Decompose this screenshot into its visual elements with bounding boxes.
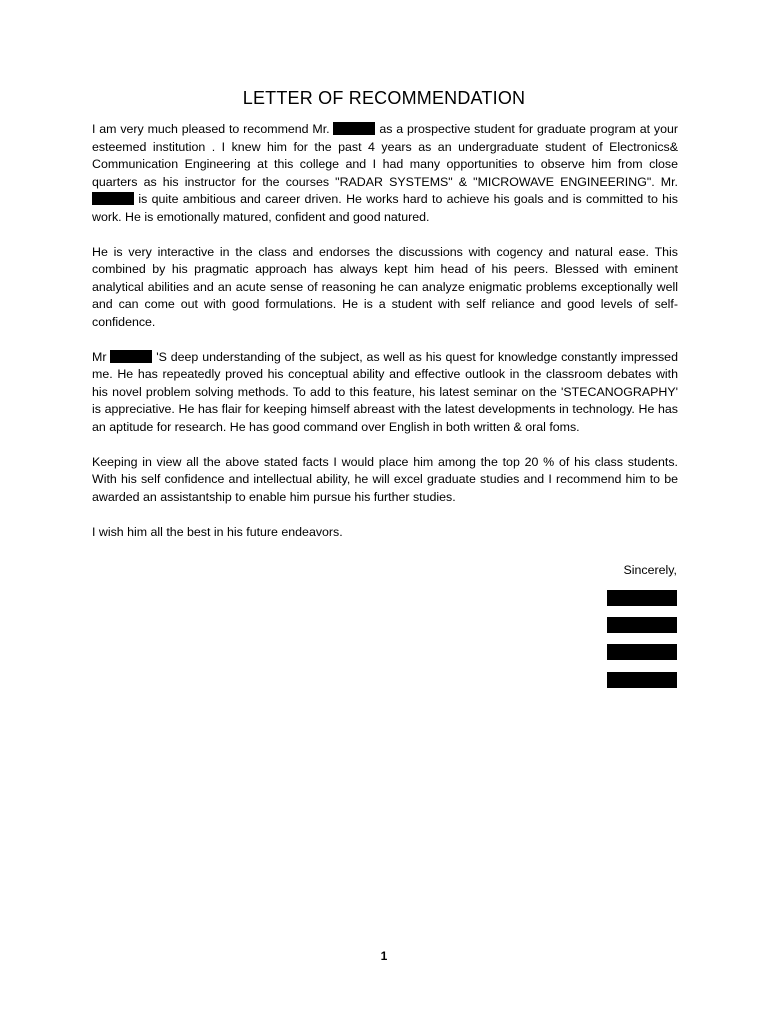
paragraph-3 xyxy=(92,349,678,437)
paragraph-4: Keeping in view all the above stated facts I would place him among the top 20 % of his class students. With his self confidence and intellectual ability, he will excel graduate studies and I recommend him to be awarded an assistantship to enable him pursue his further studies. xyxy=(92,454,678,504)
paragraph-1-part-a: I am very much pleased to recommend Mr. xyxy=(92,122,330,136)
closing-salutation: Sincerely, xyxy=(623,563,677,577)
letter-title: LETTER OF RECOMMENDATION xyxy=(242,88,526,108)
redacted-signature-line xyxy=(607,590,677,606)
redacted-signature-line xyxy=(607,672,677,688)
redacted-name xyxy=(333,122,375,135)
redacted-signature-line xyxy=(607,644,677,660)
page-number: 1 xyxy=(380,949,388,963)
letter-body xyxy=(92,121,678,559)
paragraph-1-part-c: is quite ambitious and career driven. He works hard to achieve his goals and is committed to his work. He is emotionally matured, confident and good natured. xyxy=(92,192,678,224)
paragraph-3-part-a: Mr xyxy=(92,349,107,364)
paragraph-3-part-b: 'S deep understanding of the subject, as well as his quest for knowledge constantly impressed me. He has repeatedly proved his conceptual ability and effective outlook in the classroom debates with his novel problem solving methods. To add to this feature, his latest seminar on the 'STECANOGRAPHY' is appreciative. He has flair for keeping himself abreast with the latest developments in technology. He has an aptitude for research. He has good command over English in both written & oral foms. xyxy=(92,349,678,434)
paragraph-5: I wish him all the best in his future endeavors. xyxy=(92,524,343,539)
paragraph-1-part-b: as a prospective student for graduate program at your esteemed institution . I knew him for the past 4 years as an undergraduate student of Electronics& Communication Engineering at this college and I had many opportunities to observe him from close quarters as his instructor for the courses "RADAR SYSTEMS" & "MICROWAVE ENGINEERING". Mr. xyxy=(92,122,678,189)
paragraph-1 xyxy=(92,121,678,226)
redacted-name xyxy=(110,350,152,363)
redacted-signature-line xyxy=(607,617,677,633)
redacted-name xyxy=(92,192,134,205)
paragraph-2: He is very interactive in the class and endorses the discussions with cogency and natural ease. This combined by his pragmatic approach has always kept him head of his peers. Blessed with eminent analytical abilities and an acute sense of reasoning he can analyze enigmatic problems exceptionally well and can come out with good formulations. He is a student with self reliance and good levels of self-confidence. xyxy=(92,244,678,329)
